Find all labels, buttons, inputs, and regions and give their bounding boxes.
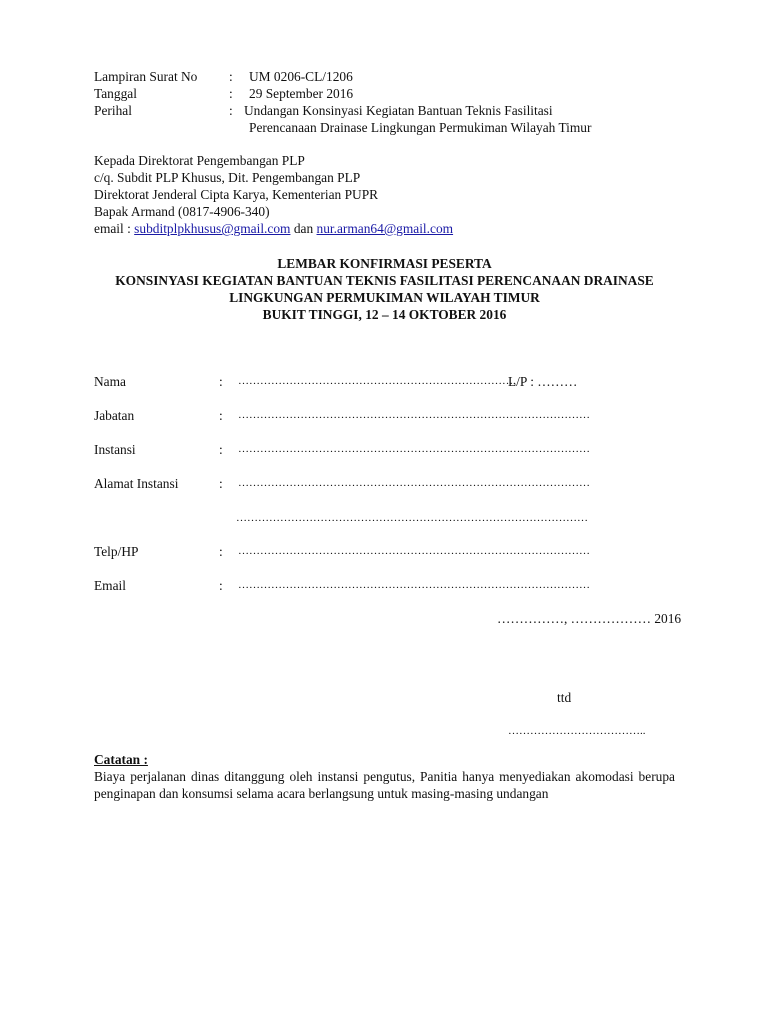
- event-title-line-2: LINGKUNGAN PERMUKIMAN WILAYAH TIMUR: [229, 290, 540, 305]
- email-line: [94, 220, 453, 237]
- address-colon: :: [219, 476, 223, 491]
- address-dots[interactable]: ……………………………………………………………………………………: [238, 477, 590, 489]
- name-colon: :: [219, 374, 223, 389]
- form-title: LEMBAR KONFIRMASI PESERTA: [277, 256, 492, 271]
- position-colon: :: [219, 408, 223, 423]
- subject-value-line2: Perencanaan Drainase Lingkungan Permukiman Wilayah Timur: [249, 120, 592, 135]
- signature-ttd: ttd: [557, 690, 572, 705]
- recipient-line-3: Direktorat Jenderal Cipta Karya, Kementerian PUPR: [94, 187, 379, 202]
- attachment-value: UM 0206-CL/1206: [249, 69, 353, 84]
- institution-dots[interactable]: ……………………………………………………………………………………: [238, 443, 590, 455]
- recipient-line-4: Bapak Armand (0817-4906-340): [94, 204, 270, 219]
- email-link-2[interactable]: nur.arman64@gmail.com: [316, 221, 454, 236]
- attachment-label: Lampiran Surat No: [94, 69, 198, 84]
- email-colon: :: [219, 578, 223, 593]
- date-colon: :: [229, 86, 233, 101]
- email-prefix: email :: [94, 221, 131, 236]
- phone-dots[interactable]: ……………………………………………………………………………………: [238, 545, 590, 557]
- notes-heading: Catatan :: [94, 752, 148, 767]
- email-link-1[interactable]: subditplpkhusus@gmail.com: [134, 221, 291, 236]
- phone-label: Telp/HP: [94, 544, 139, 559]
- recipient-line-1: Kepada Direktorat Pengembangan PLP: [94, 153, 305, 168]
- event-place-date: BUKIT TINGGI, 12 – 14 OKTOBER 2016: [262, 307, 507, 322]
- name-dots[interactable]: ………………………………………………………………….: [238, 375, 516, 387]
- recipient-line-2: c/q. Subdit PLP Khusus, Dit. Pengembangan PLP: [94, 170, 361, 185]
- attachment-colon: :: [229, 69, 233, 84]
- address-label: Alamat Instansi: [94, 476, 179, 491]
- subject-value: Undangan Konsinyasi Kegiatan Bantuan Teknis Fasilitasi: [244, 103, 553, 118]
- date-label: Tanggal: [94, 86, 137, 101]
- position-label: Jabatan: [94, 408, 135, 423]
- name-label: Nama: [94, 374, 126, 389]
- signature-name-line[interactable]: ………………………………..: [508, 725, 646, 737]
- event-title-line-1: KONSINYASI KEGIATAN BANTUAN TEKNIS FASILITASI PERENCANAAN DRAINASE: [115, 273, 654, 288]
- subject-label: Perihal: [94, 103, 132, 118]
- email-dots[interactable]: ……………………………………………………………………………………: [238, 579, 590, 591]
- notes-body: Biaya perjalanan dinas ditanggung oleh instansi pengutus, Panitia hanya menyediakan akomodasi berupa penginapan dan konsumsi selama acara berlangsung untuk masing-masing undangan: [94, 769, 675, 801]
- institution-colon: :: [219, 442, 223, 457]
- address-dots-line2[interactable]: ……………………………………………………………………………………: [236, 512, 588, 524]
- email-label: Email: [94, 578, 126, 593]
- subject-colon: :: [229, 103, 233, 118]
- email-join: dan: [293, 221, 314, 236]
- position-dots[interactable]: ……………………………………………………………………………………: [238, 409, 590, 421]
- date-value: 29 September 2016: [249, 86, 354, 101]
- institution-label: Instansi: [94, 442, 136, 457]
- gender-field[interactable]: L/P : ………: [508, 374, 578, 389]
- phone-colon: :: [219, 544, 223, 559]
- signature-date-line[interactable]: ……………, ……………… 2016: [497, 611, 682, 626]
